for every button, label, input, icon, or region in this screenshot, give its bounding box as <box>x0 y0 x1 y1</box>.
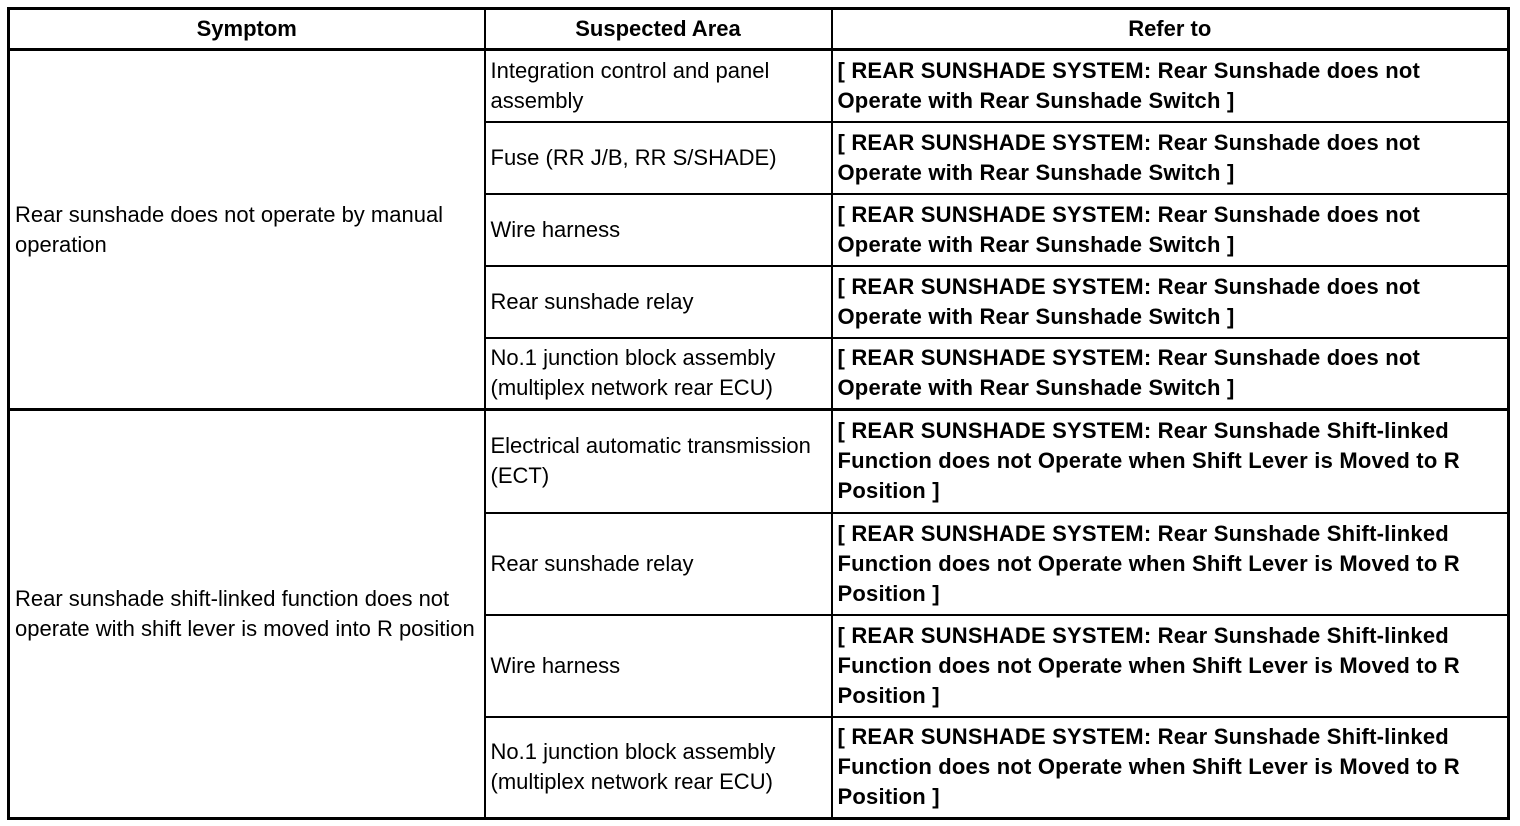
suspected-area-cell: Rear sunshade relay <box>485 513 832 615</box>
header-symptom: Symptom <box>9 9 485 50</box>
refer-link[interactable]: [ REAR SUNSHADE SYSTEM: Rear Sunshade does not Operate with Rear Sunshade Switch ] <box>832 194 1509 266</box>
suspected-area-cell: Fuse (RR J/B, RR S/SHADE) <box>485 122 832 194</box>
suspected-area-cell: No.1 junction block assembly (multiplex network rear ECU) <box>485 338 832 410</box>
table-row <box>9 50 1509 122</box>
suspected-area-cell: Electrical automatic transmission (ECT) <box>485 410 832 513</box>
suspected-area-cell: Wire harness <box>485 615 832 717</box>
refer-link[interactable]: [ REAR SUNSHADE SYSTEM: Rear Sunshade does not Operate with Rear Sunshade Switch ] <box>832 338 1509 410</box>
header-row <box>9 9 1509 50</box>
header-suspected-area: Suspected Area <box>485 9 832 50</box>
suspected-area-cell: No.1 junction block assembly (multiplex network rear ECU) <box>485 717 832 819</box>
refer-link[interactable]: [ REAR SUNSHADE SYSTEM: Rear Sunshade does not Operate with Rear Sunshade Switch ] <box>832 122 1509 194</box>
symptom-cell: Rear sunshade does not operate by manual operation <box>9 50 485 410</box>
suspected-area-cell: Integration control and panel assembly <box>485 50 832 122</box>
symptom-table <box>7 7 1510 820</box>
suspected-area-cell: Rear sunshade relay <box>485 266 832 338</box>
suspected-area-cell: Wire harness <box>485 194 832 266</box>
table-row <box>9 410 1509 513</box>
symptom-cell: Rear sunshade shift-linked function does not operate with shift lever is moved into R position <box>9 410 485 819</box>
refer-link[interactable]: [ REAR SUNSHADE SYSTEM: Rear Sunshade Shift-linked Function does not Operate when Shift Lever is Moved to R Position ] <box>832 513 1509 615</box>
refer-link[interactable]: [ REAR SUNSHADE SYSTEM: Rear Sunshade Shift-linked Function does not Operate when Shift Lever is Moved to R Position ] <box>832 717 1509 819</box>
refer-link[interactable]: [ REAR SUNSHADE SYSTEM: Rear Sunshade does not Operate with Rear Sunshade Switch ] <box>832 266 1509 338</box>
header-refer-to: Refer to <box>832 9 1509 50</box>
refer-link[interactable]: [ REAR SUNSHADE SYSTEM: Rear Sunshade Shift-linked Function does not Operate when Shift Lever is Moved to R Position ] <box>832 615 1509 717</box>
refer-link[interactable]: [ REAR SUNSHADE SYSTEM: Rear Sunshade does not Operate with Rear Sunshade Switch ] <box>832 50 1509 122</box>
refer-link[interactable]: [ REAR SUNSHADE SYSTEM: Rear Sunshade Shift-linked Function does not Operate when Shift Lever is Moved to R Position ] <box>832 410 1509 513</box>
